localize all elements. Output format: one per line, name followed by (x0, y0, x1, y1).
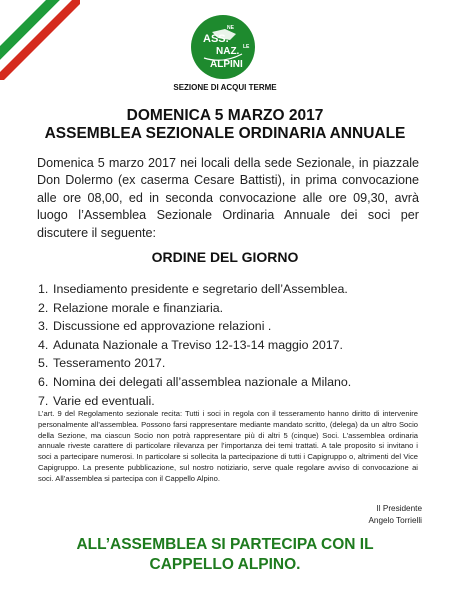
agenda-item (38, 280, 418, 299)
closing-line-2: CAPPELLO ALPINO. (149, 556, 301, 573)
agenda-item-text: Adunata Nazionale a Treviso 12-13-14 maggio 2017. (53, 337, 343, 352)
signature-block (368, 503, 422, 527)
agenda-item (38, 392, 418, 411)
agenda-item-text: Varie ed eventuali. (53, 393, 155, 408)
title-date: DOMENICA 5 MARZO 2017 (126, 107, 324, 124)
logo-sup-le: LE (243, 44, 250, 50)
agenda-item-number: 7. (38, 393, 49, 408)
agenda-item-number: 2. (38, 300, 49, 315)
signature-name: Angelo Torrielli (368, 516, 422, 525)
logo-text-naz: NAZ. (216, 46, 240, 57)
agenda-item (38, 299, 418, 318)
agenda-list (38, 280, 418, 410)
regulation-paragraph: L’art. 9 del Regolamento sezionale recita: Tutti i soci in regola con il tesseramento hanno diritto di intervenire personalmente all’assemblea. Possono farsi rappresentare mediante mandato scritto, (delega) da un altro Socio della Sezione, ma ciascun Socio non potrà rappresentare più di altri 5 (cinque) Soci. L’assemblea ordinaria annuale riveste carattere di particolare rilevanza per l’importanza dei temi trattati. A tale proposito si invitano i soci a partecipare numerosi. In particolare si sollecita la partecipazione di tutti i Capigruppo o, altrimenti del Vice Capigruppo. La presente pubblicazione, sul nostro notiziario, serve quale regolare avviso di convocazione ai soci. All’assemblea si partecipa con il Cappello Alpino. (38, 409, 418, 483)
agenda-heading: ORDINE DEL GIORNO (151, 249, 299, 265)
agenda-item-number: 5. (38, 356, 49, 371)
section-name: SEZIONE DI ACQUI TERME (173, 83, 277, 92)
agenda-item (38, 336, 418, 355)
agenda-item-text: Relazione morale e finanziaria. (53, 300, 224, 315)
agenda-item-text: Insediamento presidente e segretario dell’Assemblea. (53, 282, 348, 296)
closing-banner (0, 535, 450, 575)
ana-logo (190, 14, 256, 80)
logo-text-ass: ASS. (203, 33, 229, 45)
title-assembly: ASSEMBLEA SEZIONALE ORDINARIA ANNUALE (44, 125, 406, 142)
signature-role: Il Presidente (376, 504, 422, 513)
agenda-item-number: 3. (38, 319, 49, 334)
agenda-item (38, 354, 418, 373)
agenda-item-text: Nomina dei delegati all’assemblea nazionale a Milano. (53, 374, 352, 389)
agenda-item-number: 1. (38, 282, 49, 296)
intro-paragraph: Domenica 5 marzo 2017 nei locali della sede Sezionale, in piazzale Don Dolermo (ex caserma Cesare Battisti), in prima convocazione alle ore 08,00, ed in seconda convocazione alle ore 09,30, avrà luogo l’Assemblea Sezionale Ordinaria Annuale dei soci per discutere il seguente: (37, 156, 419, 240)
logo-sup-ne: NE (227, 25, 234, 31)
logo-text-alpini: ALPINI (210, 59, 243, 70)
agenda-item (38, 317, 418, 336)
agenda-item (38, 373, 418, 392)
agenda-item-text: Discussione ed approvazione relazioni . (53, 319, 272, 334)
agenda-item-number: 4. (38, 337, 49, 352)
closing-line-1: ALL’ASSEMBLEA SI PARTECIPA CON IL (76, 536, 374, 553)
page-title (0, 107, 450, 143)
agenda-item-text: Tesseramento 2017. (53, 356, 166, 371)
italian-flag-ribbon (0, 0, 80, 80)
agenda-item-number: 6. (38, 374, 49, 389)
